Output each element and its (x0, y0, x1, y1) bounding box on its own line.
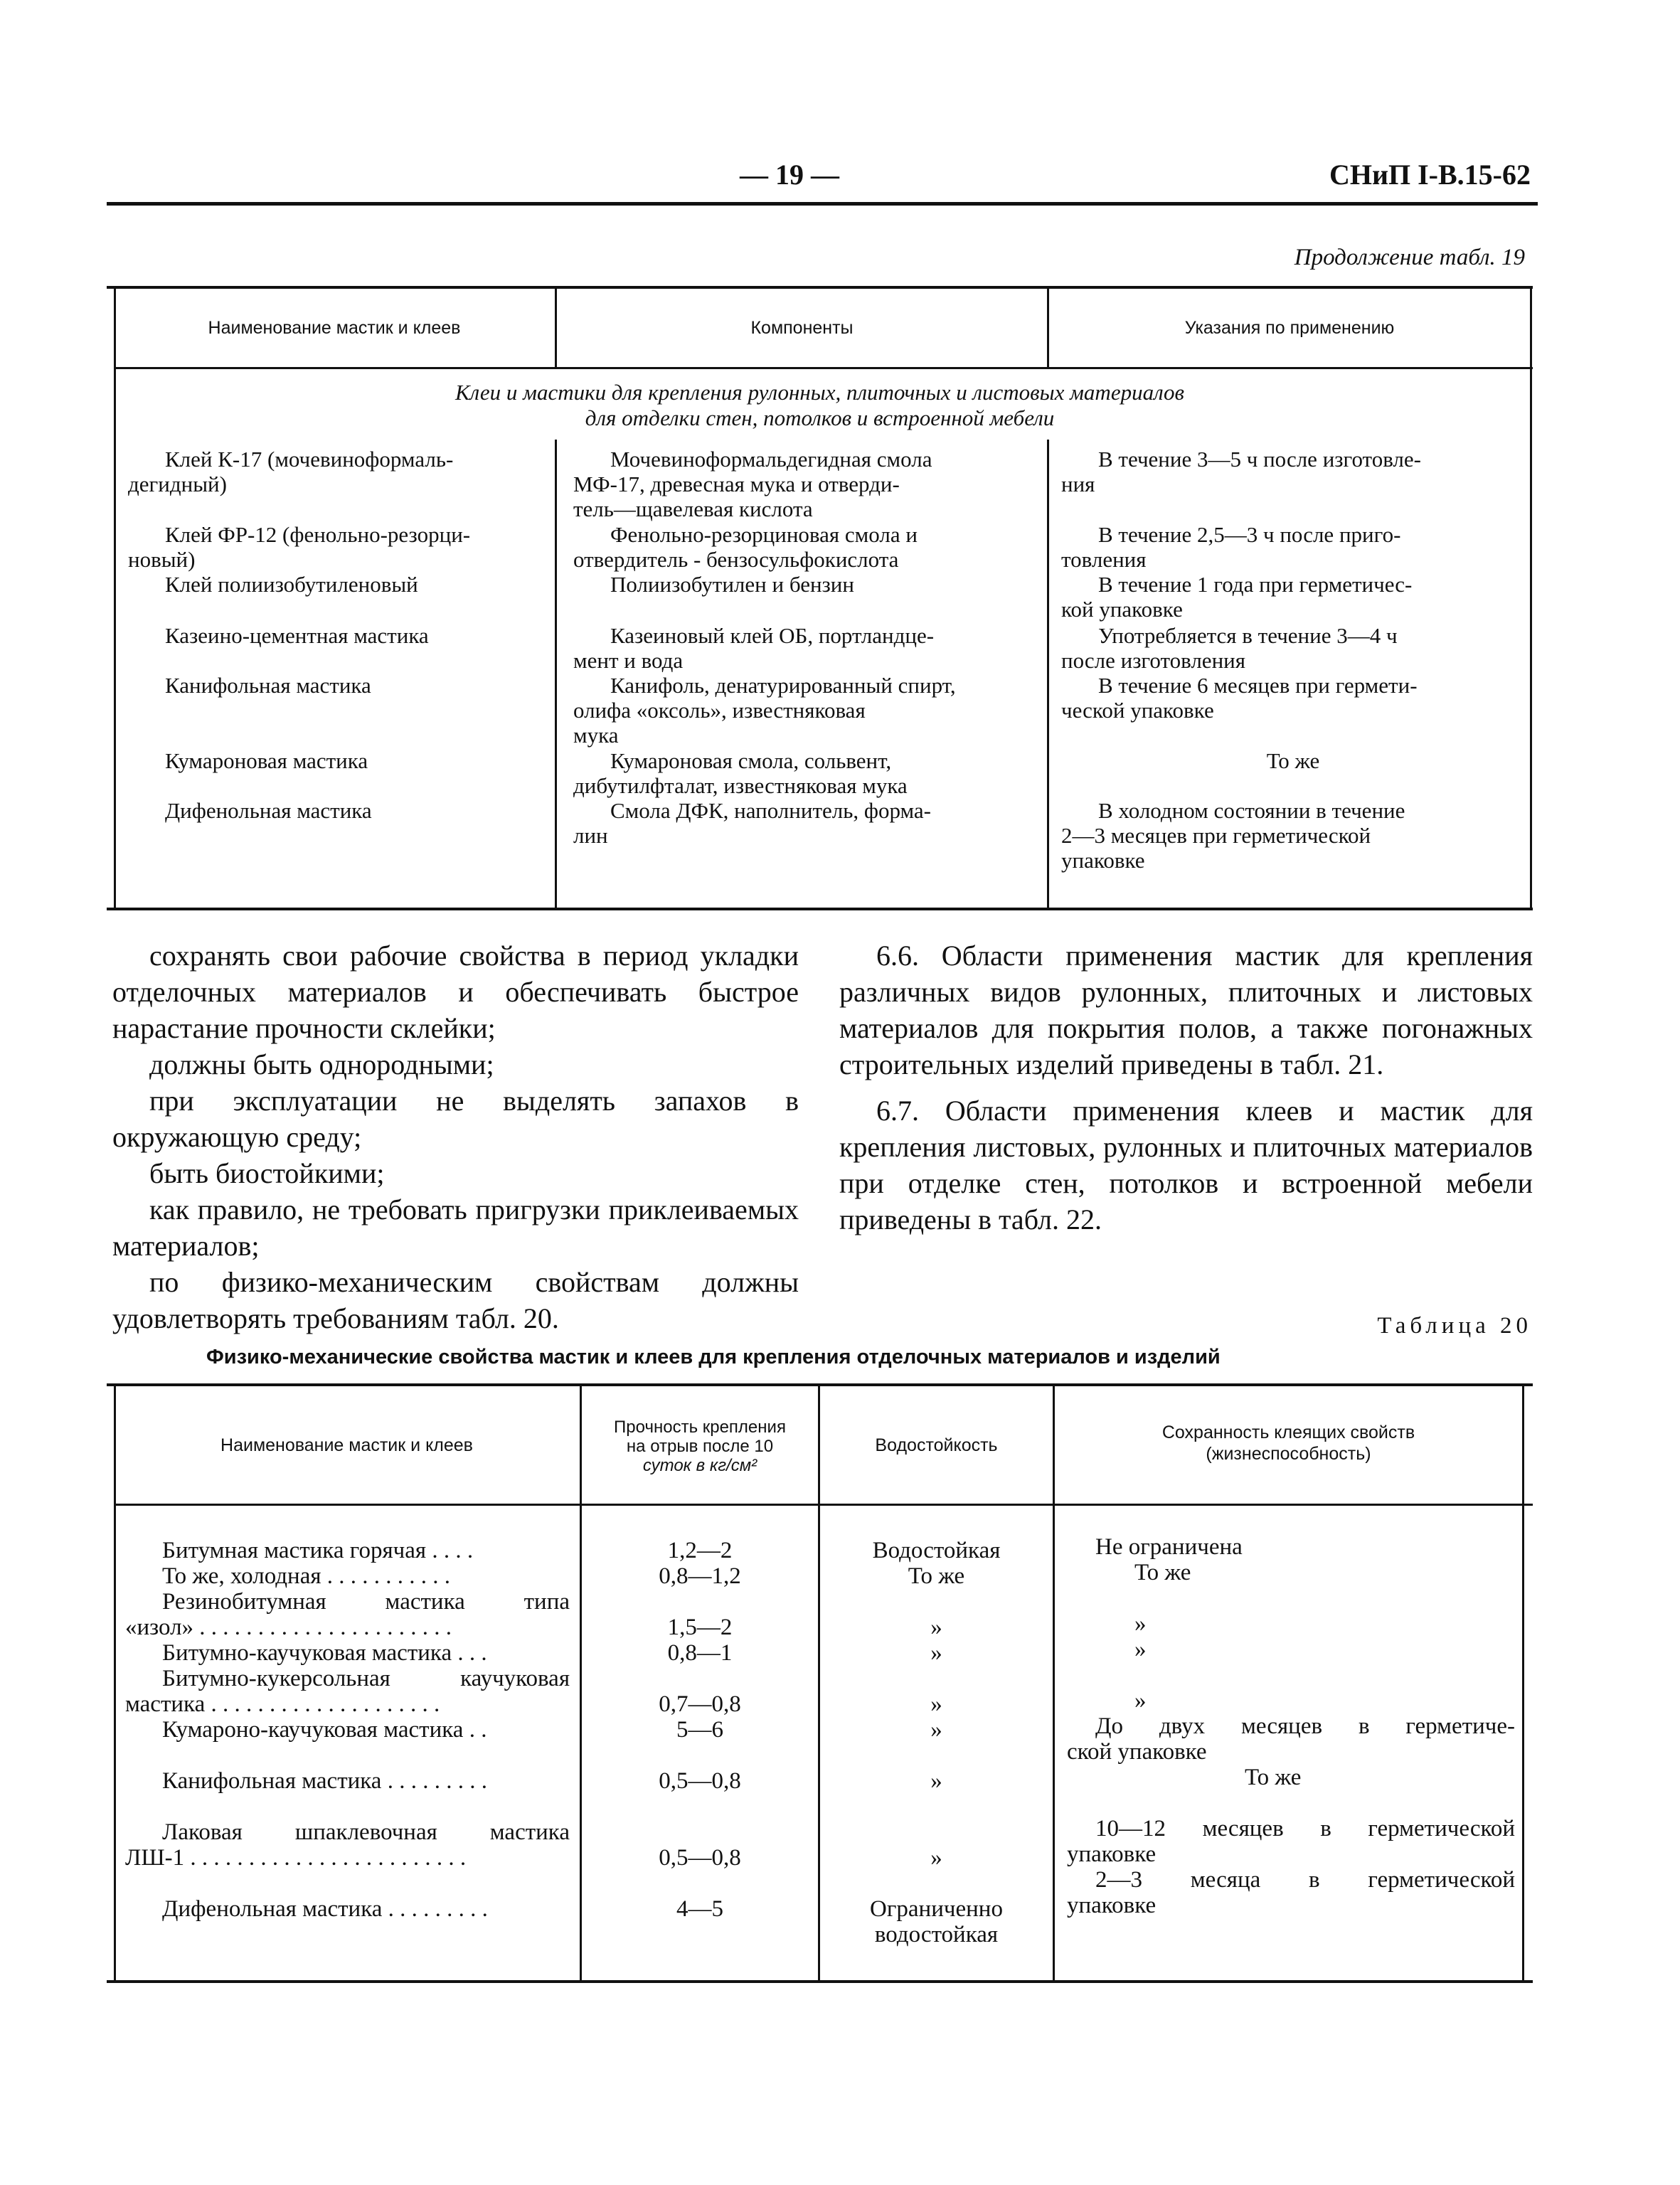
cell-text: ЛШ-1 (125, 1845, 185, 1871)
table-cell (1061, 748, 1525, 773)
column-header-name: Наименование мастик и клеев (208, 318, 461, 338)
table-cell (1061, 673, 1525, 723)
table-cell: 0,7—0,8 (659, 1691, 741, 1717)
table-cell: водостойкая (874, 1922, 999, 1947)
table-row (128, 748, 548, 773)
table-row: Битумно-кукерсольная каучуковая (162, 1666, 570, 1691)
document-code: СНиП I-В.15-62 (1329, 159, 1531, 191)
cell-text: Канифольная мастика (165, 673, 371, 698)
table-cell: » (930, 1845, 942, 1871)
table-row: Битумно-каучуковая мастика . . . (162, 1640, 487, 1666)
header-text: (жизнеспособность) (1206, 1444, 1371, 1464)
cell-text: лин (573, 823, 608, 848)
table-cell: 5—6 (676, 1717, 723, 1743)
table-row: Резинобитумная мастика типа (162, 1589, 570, 1615)
cell-text: упаковке (1061, 848, 1145, 873)
cell-text: Битумная мастика горячая (162, 1538, 427, 1563)
table-row: То же, холодная . . . . . . . . . . . (162, 1563, 451, 1589)
table-cell (1061, 522, 1525, 572)
body-text-left (112, 937, 799, 1336)
table-cell: Водостойкая (872, 1538, 1001, 1563)
cell-text: То же, холодная (162, 1563, 321, 1589)
table-20 (107, 1383, 1533, 1983)
table-row (128, 673, 548, 698)
cell-text: Кумароно-каучуковая мастика (162, 1717, 464, 1743)
cell-text: тель—щавелевая кислота (573, 496, 813, 521)
cell-text: В течение 2,5—3 ч после приго- (1098, 522, 1401, 547)
table-row: ЛШ-1 . . . . . . . . . . . . . . . . . . . . . . . . (125, 1845, 467, 1871)
table-cell: упаковке (1067, 1893, 1157, 1918)
paragraph: 6.7. Области применения клеев и мастик для крепления листовых, рулонных и плиточных материалов при отделке стен, потолков и встроенной мебели приведены в табл. 22. (839, 1095, 1533, 1235)
table-row (128, 798, 548, 823)
table-cell: » (1134, 1611, 1147, 1637)
cell-text: Дифенольная мастика (162, 1896, 383, 1922)
cell-text: Казеино-цементная мастика (165, 623, 429, 648)
header-text: на отрыв после 10 (626, 1437, 774, 1456)
column-header-name: Наименование мастик и клеев (220, 1435, 473, 1455)
table-cell: » (1134, 1637, 1147, 1662)
table-cell: 0,5—0,8 (659, 1845, 741, 1871)
table-cell: » (930, 1640, 942, 1666)
cell-text: То же (1266, 748, 1320, 773)
table-cell (1061, 447, 1525, 496)
table-cell (573, 798, 1034, 848)
cell-text: В течение 3—5 ч после изготовле- (1098, 447, 1421, 472)
table-cell: » (930, 1615, 942, 1640)
cell-text: мастика (125, 1691, 206, 1717)
cell-text: Казеиновый клей ОБ, портландце- (610, 623, 935, 648)
cell-text: МФ-17, древесная мука и отверди- (573, 472, 900, 496)
page-number: — 19 — (740, 159, 839, 191)
table-row: Кумароно-каучуковая мастика . . (162, 1717, 487, 1743)
table-cell: До двух месяцев в герметиче- (1095, 1713, 1515, 1739)
column-header-usage: Указания по применению (1184, 318, 1395, 338)
table-cell: То же (908, 1563, 965, 1589)
table-cell (573, 623, 1034, 673)
table-cell: Ограниченно (870, 1896, 1003, 1922)
table-section-caption (107, 380, 1533, 431)
table-cell: упаковке (1067, 1841, 1157, 1867)
table-19 (107, 286, 1533, 910)
cell-text: Клей полиизобутиленовый (165, 572, 418, 597)
table-cell: Не ограничена (1095, 1534, 1243, 1560)
table-row: мастика . . . . . . . . . . . . . . . . . . . . (125, 1691, 440, 1717)
table-cell: » (930, 1768, 942, 1794)
body-text-right (839, 937, 1533, 1238)
column-header-strength (582, 1418, 818, 1475)
cell-text: Употребляется в течение 3—4 ч (1098, 623, 1398, 648)
cell-text: Полиизобутилен и бензин (610, 572, 854, 597)
section-caption-line: для отделки стен, потолков и встроенной мебели (585, 405, 1055, 430)
table-cell: 10—12 месяцев в герметической (1095, 1816, 1515, 1841)
table-column-names (125, 1538, 570, 1922)
cell-text: Фенольно-резорциновая смола и (610, 522, 918, 547)
cell-text: 2—3 месяцев при герметической (1061, 823, 1371, 848)
cell-text: Смола ДФК, наполнитель, форма- (610, 798, 931, 823)
paragraph: как правило, не требовать пригрузки приклеиваемых материалов; (112, 1193, 799, 1262)
cell-text: ческой упаковке (1061, 698, 1214, 723)
cell-text: Клей ФР-12 (фенольно-резорци- (165, 522, 471, 547)
cell-text: Дифенольная мастика (165, 798, 372, 823)
column-header-components: Компоненты (750, 318, 854, 338)
table-cell: 1,5—2 (667, 1615, 733, 1640)
section-caption-line: Клеи и мастики для крепления рулонных, плиточных и листовых материалов (455, 380, 1184, 405)
table-border-left (114, 1386, 116, 1980)
table-cell: » (930, 1691, 942, 1717)
cell-text: «изол» (125, 1615, 194, 1640)
paragraph: должны быть однородными; (149, 1048, 494, 1080)
table-cell (573, 572, 1034, 597)
table-row (128, 522, 548, 572)
table-column-keep (1067, 1534, 1515, 1918)
table-row: Лаковая шпаклевочная мастика (162, 1819, 570, 1845)
table-border-right (1522, 1386, 1524, 1980)
cell-text: Кумароновая мастика (165, 748, 368, 773)
table-cell: ской упаковке (1067, 1739, 1207, 1765)
table-row (128, 623, 548, 648)
paragraph: 6.6. Области применения мастик для крепления различных видов рулонных, плиточных и листовых материалов для покрытия полов, а также погонажных строительных изделий приведены в табл. 21. (839, 940, 1533, 1080)
header-rule (114, 1504, 1533, 1506)
cell-text: В холодном состоянии в течение (1098, 798, 1405, 823)
table-cell (573, 748, 1034, 798)
paragraph: по физико-механическим свойствам должны удовлетворять требованиям табл. 20. (112, 1266, 799, 1334)
table-cell: 2—3 месяца в герметической (1095, 1867, 1515, 1893)
table-cell: То же (1245, 1765, 1302, 1790)
paragraph: быть биостойкими; (149, 1157, 385, 1189)
cell-text: мука (573, 723, 619, 748)
cell-text: Клей К-17 (мочевиноформаль- (165, 447, 454, 472)
cell-text: ния (1061, 472, 1095, 496)
table-cell (1061, 798, 1525, 873)
cell-text: олифа «оксоль», известняковая (573, 698, 866, 723)
cell-text: отвердитель - бензосульфокислота (573, 547, 899, 572)
cell-text: дегидный) (128, 472, 227, 496)
table-row (128, 447, 548, 496)
column-divider (1047, 440, 1049, 908)
paragraph: сохранять свои рабочие свойства в период укладки отделочных материалов и обеспечивать быстрое нарастание прочности склейки; (112, 940, 799, 1044)
table-column-water (820, 1538, 1053, 1947)
cell-text: В течение 1 года при герметичес- (1098, 572, 1413, 597)
table-cell (1061, 572, 1525, 622)
column-divider (555, 440, 557, 908)
table-cell: То же (1134, 1560, 1191, 1585)
table-cell: » (930, 1717, 942, 1743)
header-text: Сохранность клеящих свойств (1161, 1423, 1415, 1442)
table-column-strength (582, 1538, 818, 1922)
table-cell: » (1134, 1688, 1147, 1713)
column-header-water: Водостойкость (875, 1435, 998, 1455)
table-cell (1061, 623, 1525, 673)
cell-text: мент и вода (573, 648, 684, 673)
table-row: Дифенольная мастика . . . . . . . . . (162, 1896, 488, 1922)
cell-text: Битумно-каучуковая мастика (162, 1640, 452, 1666)
paragraph: при эксплуатации не выделять запахов в окружающую среду; (112, 1085, 799, 1153)
header-text: суток в кг/см² (642, 1456, 757, 1475)
cell-text: Канифоль, денатурированный спирт, (610, 673, 956, 698)
header-rule (107, 202, 1538, 206)
table-cell: 0,8—1,2 (659, 1563, 741, 1589)
table-20-label: Таблица 20 (1377, 1313, 1532, 1339)
cell-text: В течение 6 месяцев при гермети- (1098, 673, 1418, 698)
table-cell: 4—5 (676, 1896, 723, 1922)
table-cell (573, 447, 1034, 521)
header-text: Прочность крепления (614, 1418, 786, 1437)
cell-text: Мочевиноформальдегидная смола (610, 447, 932, 472)
cell-text: кой упаковке (1061, 597, 1183, 622)
table-cell: 0,5—0,8 (659, 1768, 741, 1794)
table-cell: 0,8—1 (667, 1640, 733, 1666)
cell-text: после изготовления (1061, 648, 1246, 673)
table-row: «изол» . . . . . . . . . . . . . . . . . . . . . . (125, 1615, 452, 1640)
column-header-keep (1055, 1422, 1522, 1464)
table-cell: 1,2—2 (667, 1538, 733, 1563)
cell-text: дибутилфталат, известняковая мука (573, 773, 908, 798)
cell-text: Канифольная мастика (162, 1768, 382, 1794)
cell-text: товления (1061, 547, 1147, 572)
table-row: Канифольная мастика . . . . . . . . . (162, 1768, 487, 1794)
table-cell (573, 673, 1034, 748)
header-rule (114, 367, 1533, 369)
table-row: Битумная мастика горячая . . . . (162, 1538, 474, 1563)
column-divider (1053, 1386, 1055, 1980)
table-cell (573, 522, 1034, 572)
cell-text: Кумароновая смола, сольвент, (610, 748, 892, 773)
table-continuation-label: Продолжение табл. 19 (1294, 245, 1525, 270)
table-20-title: Физико-механические свойства мастик и клеев для крепления отделочных материалов и изделий (206, 1346, 1221, 1368)
table-row (128, 572, 548, 597)
cell-text: новый) (128, 547, 196, 572)
